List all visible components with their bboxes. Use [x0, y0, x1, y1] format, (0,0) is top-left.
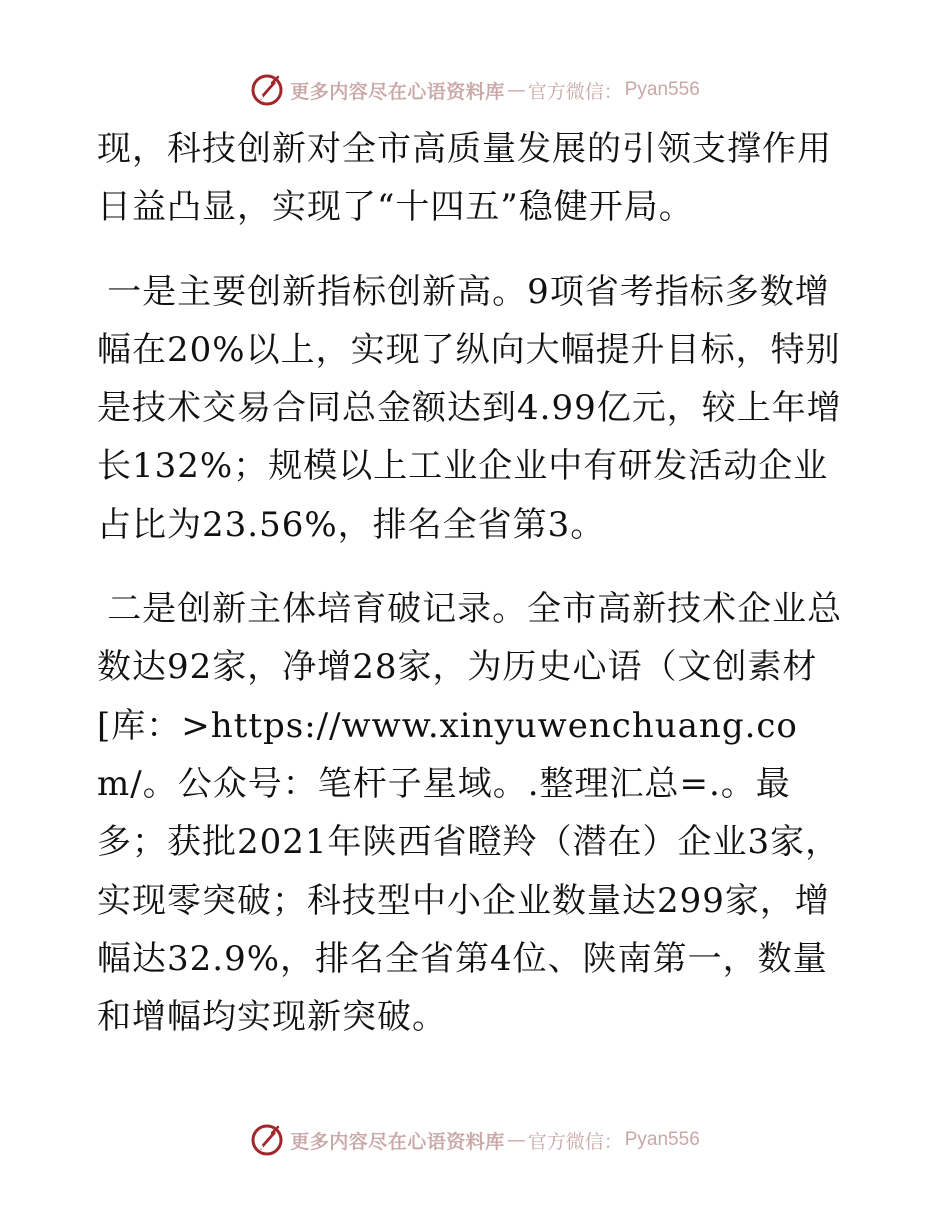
banner-dash: —: [506, 1129, 526, 1151]
banner-wechat-id: Pyan556: [624, 1129, 700, 1150]
footer-banner: [0, 1120, 950, 1160]
paragraph-innovation-indicators: 一是主要创新指标创新高。9项省考指标多数增幅在20%以上，实现了纵向大幅提升目标，特别是技术交易合同总金额达到4.99亿元，较上年增长132%；规模以上工业企业中有研发活动企业占比为23.56%，排名全省第3。: [97, 271, 842, 545]
quill-logo-icon: [250, 1123, 284, 1157]
banner-site-text: 更多内容尽在心语资料库: [290, 1130, 505, 1153]
paragraph-innovation-entities: 二是创新主体培育破记录。全市高新技术企业总数达92家，净增28家，为历史心语（文创素材[库：>https://www.xinyuwenchuang.com/。公众号：笔杆子星域。.整理汇总=.。最多；获批2021年陕西省瞪羚（潜在）企业3家，实现零突破；科技型中小企业数量达299家，增幅达32.9%，排名全省第4位、陕南第一，数量和增幅均实现新突破。: [97, 589, 843, 1038]
header-banner: [0, 70, 950, 110]
quill-logo-icon: [250, 73, 284, 107]
banner-dash: —: [506, 79, 526, 101]
banner-site-text: 更多内容尽在心语资料库: [290, 80, 505, 103]
paragraph-intro-continuation: 现，科技创新对全市高质量发展的引领支撑作用日益凸显，实现了“十四五”稳健开局。: [97, 129, 832, 228]
banner-official-label: 官方微信：: [527, 1130, 623, 1153]
document-body: [97, 120, 857, 1046]
banner-official-label: 官方微信：: [527, 80, 623, 103]
banner-wechat-id: Pyan556: [624, 79, 700, 100]
